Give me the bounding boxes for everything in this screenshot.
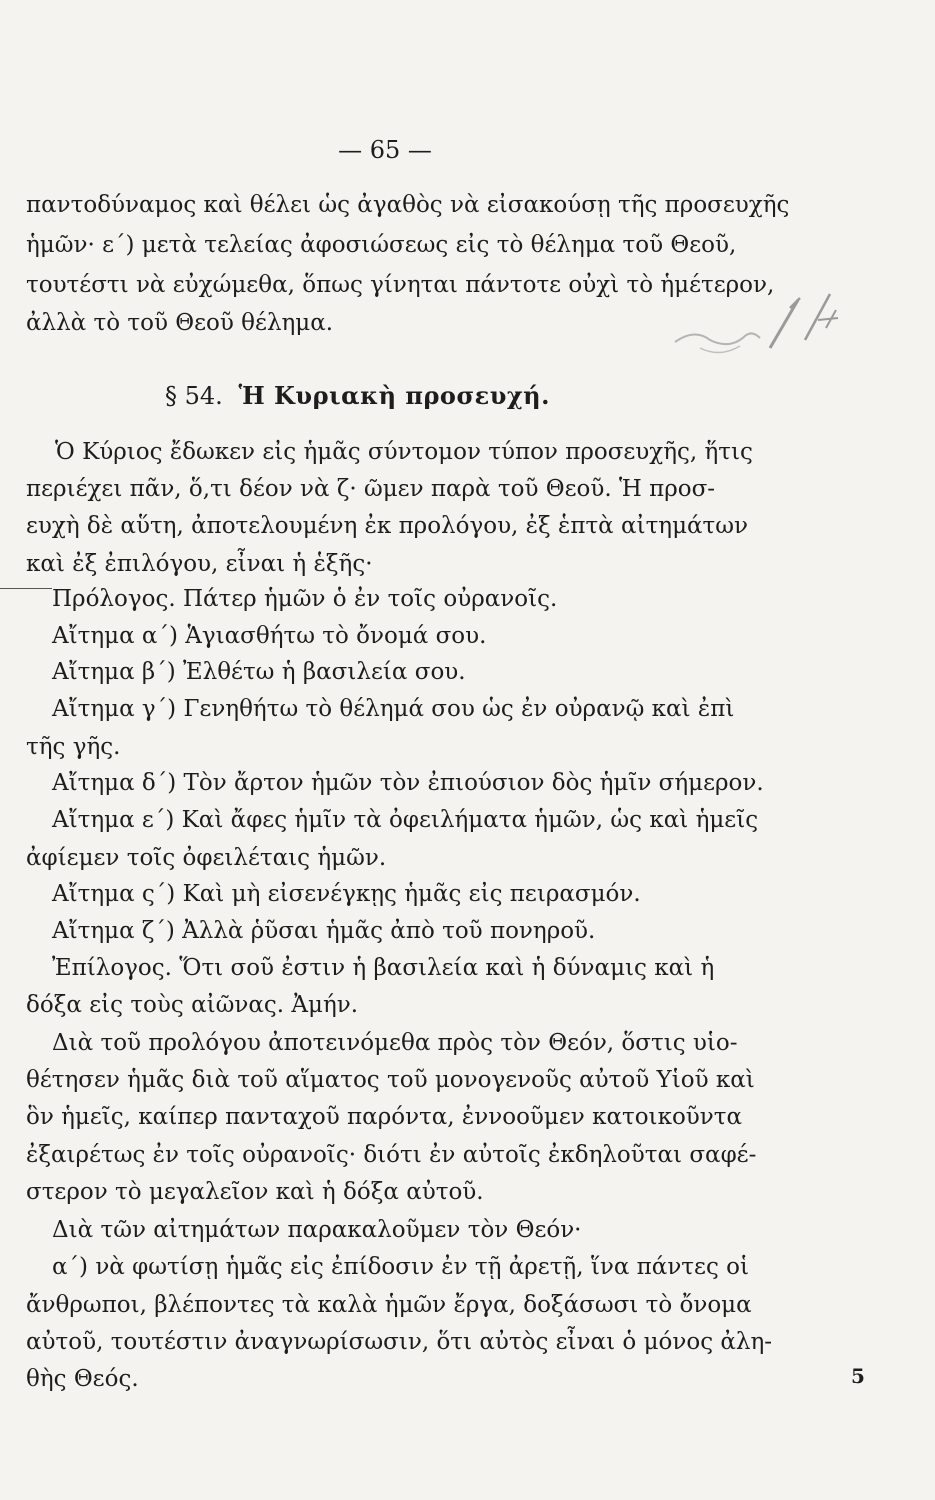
text-line: Διὰ τῶν αἰτημάτων παρακαλοῦμεν τὸν Θεόν· — [52, 1217, 582, 1243]
text-line: θέτησεν ἡμᾶς διὰ τοῦ αἵματος τοῦ μονογενοῦς αὐτοῦ Υἱοῦ καὶ — [26, 1067, 755, 1093]
epilogue-line: Ἐπίλογος. Ὅτι σοῦ ἐστιν ἡ βασιλεία καὶ ἡ δύναμις καὶ ἡ — [52, 955, 715, 981]
petition-line: ἀφίεμεν τοῖς ὀφειλέταις ἡμῶν. — [26, 845, 387, 871]
petition-line: Αἴτημα δ΄) Τὸν ἄρτον ἡμῶν τὸν ἐπιούσιον δὸς ἡμῖν σήμερον. — [52, 770, 764, 796]
text-line: ἄνθρωποι, βλέποντες τὰ καλὰ ἡμῶν ἔργα, δοξάσωσι τὸ ὄνομα — [26, 1292, 752, 1318]
petition-line: Αἴτημα ε΄) Καὶ ἄφες ἡμῖν τὰ ὀφειλήματα ἡμῶν, ὡς καὶ ἡμεῖς — [52, 807, 759, 833]
petition-line: Αἴτημα γ΄) Γενηθήτω τὸ θέλημά σου ὡς ἐν οὐρανῷ καὶ ἐπὶ — [52, 696, 735, 722]
section-number: § 54. — [165, 382, 223, 410]
text-line: περιέχει πᾶν, ὅ,τι δέον νὰ ζ· ῶμεν παρὰ τοῦ Θεοῦ. Ἡ προσ- — [26, 476, 716, 502]
text-line: ἐξαιρέτως ἐν τοῖς οὐρανοῖς· διότι ἐν αὐτοῖς ἐκδηλοῦται σαφέ- — [26, 1142, 757, 1168]
prologue-line: Πρόλογος. Πάτερ ἡμῶν ὁ ἐν τοῖς οὐρανοῖς. — [52, 586, 558, 612]
page-number: — 65 — — [338, 136, 432, 164]
text-line: τουτέστι νὰ εὐχώμεθα, ὅπως γίνηται πάντοτε οὐχὶ τὸ ἡμέτερον, — [26, 272, 775, 298]
text-line: Διὰ τοῦ προλόγου ἀποτεινόμεθα πρὸς τὸν Θεόν, ὅστις υἱο- — [52, 1030, 738, 1056]
text-line: στερον τὸ μεγαλεῖον καὶ ἡ δόξα αὐτοῦ. — [26, 1179, 484, 1205]
text-line: ευχὴ δὲ αὕτη, ἀποτελουμένη ἐκ προλόγου, ἐξ ἑπτὰ αἰτημάτων — [26, 513, 749, 539]
petition-line: Αἴτημα ζ΄) Ἀλλὰ ῥῦσαι ἡμᾶς ἀπὸ τοῦ πονηροῦ. — [52, 918, 596, 944]
text-line: παντοδύναμος καὶ θέλει ὡς ἀγαθὸς νὰ εἰσακούσῃ τῆς προσευχῆς — [26, 192, 790, 218]
text-line: αὐτοῦ, τουτέστιν ἀναγνωρίσωσιν, ὅτι αὐτὸς εἶναι ὁ μόνος ἀλη- — [26, 1329, 773, 1355]
text-line — [26, 230, 906, 260]
text-line: καὶ ἐξ ἐπιλόγου, εἶναι ἡ ἑξῆς· — [26, 551, 373, 577]
text-line: Ὁ Κύριος ἔδωκεν εἰς ἡμᾶς σύντομον τύπον προσευχῆς, ἥτις — [55, 439, 753, 465]
petition-line: Αἴτημα β΄) Ἐλθέτω ἡ βασιλεία σου. — [52, 659, 466, 685]
section-heading — [165, 381, 550, 410]
section-title: Ἡ Κυριακὴ προσευχή. — [238, 381, 550, 410]
text-line: ἡμῶν· ε΄) μετὰ τελείας ἀφοσιώσεως εἰς τὸ θέλημα τοῦ Θεοῦ, — [26, 232, 737, 258]
text-line: α΄) νὰ φωτίσῃ ἡμᾶς εἰς ἐπίδοσιν ἐν τῇ ἀρετῇ, ἵνα πάντες οἱ — [52, 1254, 750, 1280]
petition-line: τῆς γῆς. — [26, 734, 121, 760]
text-line: θὴς Θεός. — [26, 1366, 139, 1392]
epilogue-line: δόξα εἰς τοὺς αἰῶνας. Ἀμήν. — [26, 992, 359, 1018]
pencil-line — [0, 588, 52, 589]
text-line: ὃν ἡμεῖς, καίπερ πανταχοῦ παρόντα, ἐννοοῦμεν κατοικοῦντα — [26, 1104, 743, 1130]
text-line: ἀλλὰ τὸ τοῦ Θεοῦ θέλημα. — [26, 310, 334, 336]
petition-line: Αἴτημα α΄) Ἁγιασθήτω τὸ ὄνομά σου. — [52, 623, 487, 649]
signature-mark: 5 — [851, 1364, 865, 1388]
petition-line: Αἴτημα ς΄) Καὶ μὴ εἰσενέγκῃς ἡμᾶς εἰς πειρασμόν. — [52, 881, 641, 907]
